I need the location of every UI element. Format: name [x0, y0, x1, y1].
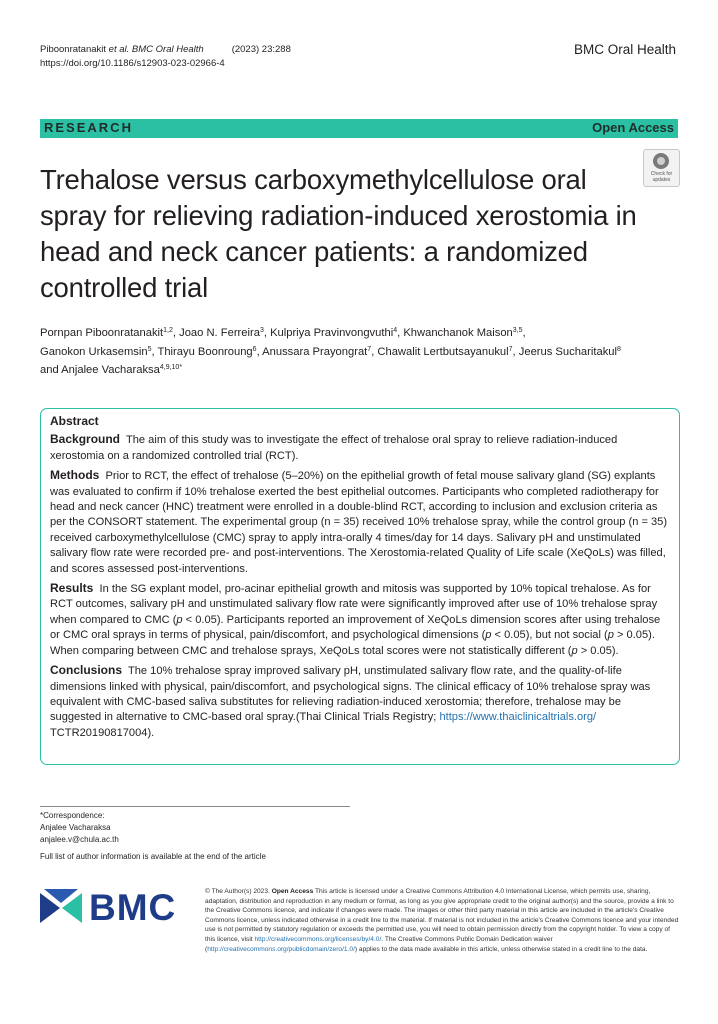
- license-link[interactable]: http://creativecommons.org/licenses/by/4.0/: [254, 935, 382, 943]
- bmc-logo-text: BMC: [89, 887, 177, 928]
- article-title: Trehalose versus carboxymethylcellulose oral spray for relieving radiation-induced xerostomia in head and neck cancer patients: a randomized controlled trial: [40, 164, 637, 303]
- check-for-updates-icon: [653, 153, 669, 169]
- bmc-logo: [40, 889, 185, 927]
- public-domain-link[interactable]: http://creativecommons.org/publicdomain/zero/1.0/: [207, 945, 355, 953]
- header-author: Piboonratanakit: [40, 44, 107, 55]
- journal-name: BMC Oral Health: [573, 42, 676, 57]
- author: Joao N. Ferreira$^3$: [179, 327, 264, 339]
- author: Anjalee Vacharaksa$^{4,9,10*}$: [61, 364, 183, 376]
- footnote-divider: [40, 806, 350, 807]
- author: Pornpan Piboonratanakit$^{1,2}$: [40, 327, 173, 339]
- running-header: [40, 43, 291, 71]
- abstract-conclusions: Conclusions The 10% trehalose spray improved salivary pH, unstimulated salivary flow rate, and the quality-of-life dimensions linked with physical, pain/discomfort, and psychological signs. The clinical efficacy of 10% trehalose spray was equivalent with CMC-based saliva substitutes for relieving radiation-induced xerostomia; therefore, trehalose may be suggested in alternative to CMC-based oral spray.(Thai Clinical Trials Registry; https://www.thaiclinicaltrials.org/ TCTR20190817004).: [50, 663, 651, 739]
- author: Thirayu Boonroung$^6$: [157, 345, 257, 358]
- correspondence-name: Anjalee Vacharaksa: [40, 823, 111, 832]
- header-journal-citation: et al. BMC Oral Health: [106, 44, 204, 55]
- check-for-updates-label: Check for updates: [650, 171, 673, 183]
- author: Anussara Prayongrat$^7$: [262, 345, 372, 358]
- author-info-note: Full list of author information is available at the end of the article: [40, 852, 266, 861]
- correspondence-label: *Correspondence:: [40, 811, 105, 820]
- header-year-volume: (2023) 23:288: [231, 44, 291, 55]
- article-type-label: RESEARCH: [44, 120, 133, 135]
- abstract-methods: Methods Prior to RCT, the effect of trehalose (5–20%) on the epithelial growth of fetal mouse salivary gland (SG) explants was evaluated to confirm if 10% trehalose exerted the best epithelial outcomes. Participants who completed radiotherapy for head and neck cancer (HNC) treatment were enrolled in a double-blind RCT, according to inclusion and exclusion criteria as per the CONSORT statement. The experimental group (n = 35) received 10% trehalose spray, while the control group (n = 35) received carboxymethylcellulose (CMC) spray to apply intra-orally 4 times/day for 14 days. Salivary pH and unstimulated salivary flow rate were recorded pre- and post-interventions. The Xerostomia-related Quality of Life scale (XeQoLs) was filled, and scores assessed post-interventions.: [50, 468, 668, 575]
- header-doi-link[interactable]: https://doi.org/10.1186/s12903-023-02966-4: [40, 58, 225, 69]
- correspondence-email[interactable]: anjalee.v@chula.ac.th: [40, 835, 119, 844]
- author: Khwanchanok Maison$^{3,5}$: [403, 327, 523, 339]
- abstract-heading: Abstract: [50, 414, 99, 428]
- bmc-logo-icon: [40, 889, 84, 927]
- open-access-label: Open Access: [592, 120, 674, 135]
- author-list: Pornpan Piboonratanakit$^{1,2}$, Joao N. Ferreira$^3$, Kulpriya Pravinvongvuthi$^4$, Khwanchanok Maison$^{3,5}$, Ganokon Urkasemsin$^5$, Thirayu Boonroung$^6$, Anussara Prayongrat$^7$, Chawalit Lertbutsayanukul$^7$, Jeerus Sucharitakul$^8$ and Anjalee Vacharaksa$^{4,9,10*}$: [40, 327, 621, 376]
- check-for-updates-badge[interactable]: [643, 149, 680, 187]
- article-type-banner: [40, 119, 678, 138]
- correspondence-block: [40, 810, 119, 846]
- registry-link[interactable]: https://www.thaiclinicaltrials.org/: [439, 711, 597, 724]
- author: Kulpriya Pravinvongvuthi$^4$: [270, 327, 398, 339]
- abstract-background: Background The aim of this study was to investigate the effect of trehalose oral spray to relieve radiation-induced xerostomia on a randomized controlled trial (RCT).: [50, 432, 618, 462]
- author: Chawalit Lertbutsayanukul$^7$: [377, 345, 513, 358]
- author: Jeerus Sucharitakul$^8$: [518, 345, 621, 358]
- abstract-box: [40, 408, 680, 765]
- license-statement: © The Author(s) 2023. Open Access This article is licensed under a Creative Commons Attribution 4.0 International License, which permits use, sharing, adaptation, distribution and reproduction in any medium or format, as long as you give appropriate credit to the original author(s) and the source, provide a link to the Creative Commons licence, and indicate if changes were made. The images or other third party material in this article are included in the article's Creative Commons licence, unless indicated otherwise in a credit line to the material. If material is not included in the article's Creative Commons licence and your intended use is not permitted by statutory regulation or exceeds the permitted use, you will need to obtain permission directly from the copyright holder. To view a copy of this licence, visit http://creativecommons.org/licenses/by/4.0/. The Creative Commons Public Domain Dedication waiver (http://creativecommons.org/publicdomain/zero/1.0/) applies to the data made available in this article, unless otherwise stated in a credit line to the data.: [205, 888, 679, 953]
- abstract-results: Results In the SG explant model, pro-acinar epithelial growth and mitosis was supported by 10% topical trehalose. As for RCT outcomes, salivary pH and unstimulated salivary flow rate were significantly improved after use of 10% trehalose spray when compared to CMC (p < 0.05). Participants reported an improvement of XeQoLs dimension scores after using trehalose or CMC oral sprays in terms of physical, pain/discomfort, and psychological dimensions (p < 0.05), but not social (p > 0.05). When comparing between CMC and trehalose sprays, XeQoLs total scores were not statistically different (p > 0.05).: [50, 581, 661, 657]
- author: Ganokon Urkasemsin$^5$: [40, 345, 152, 358]
